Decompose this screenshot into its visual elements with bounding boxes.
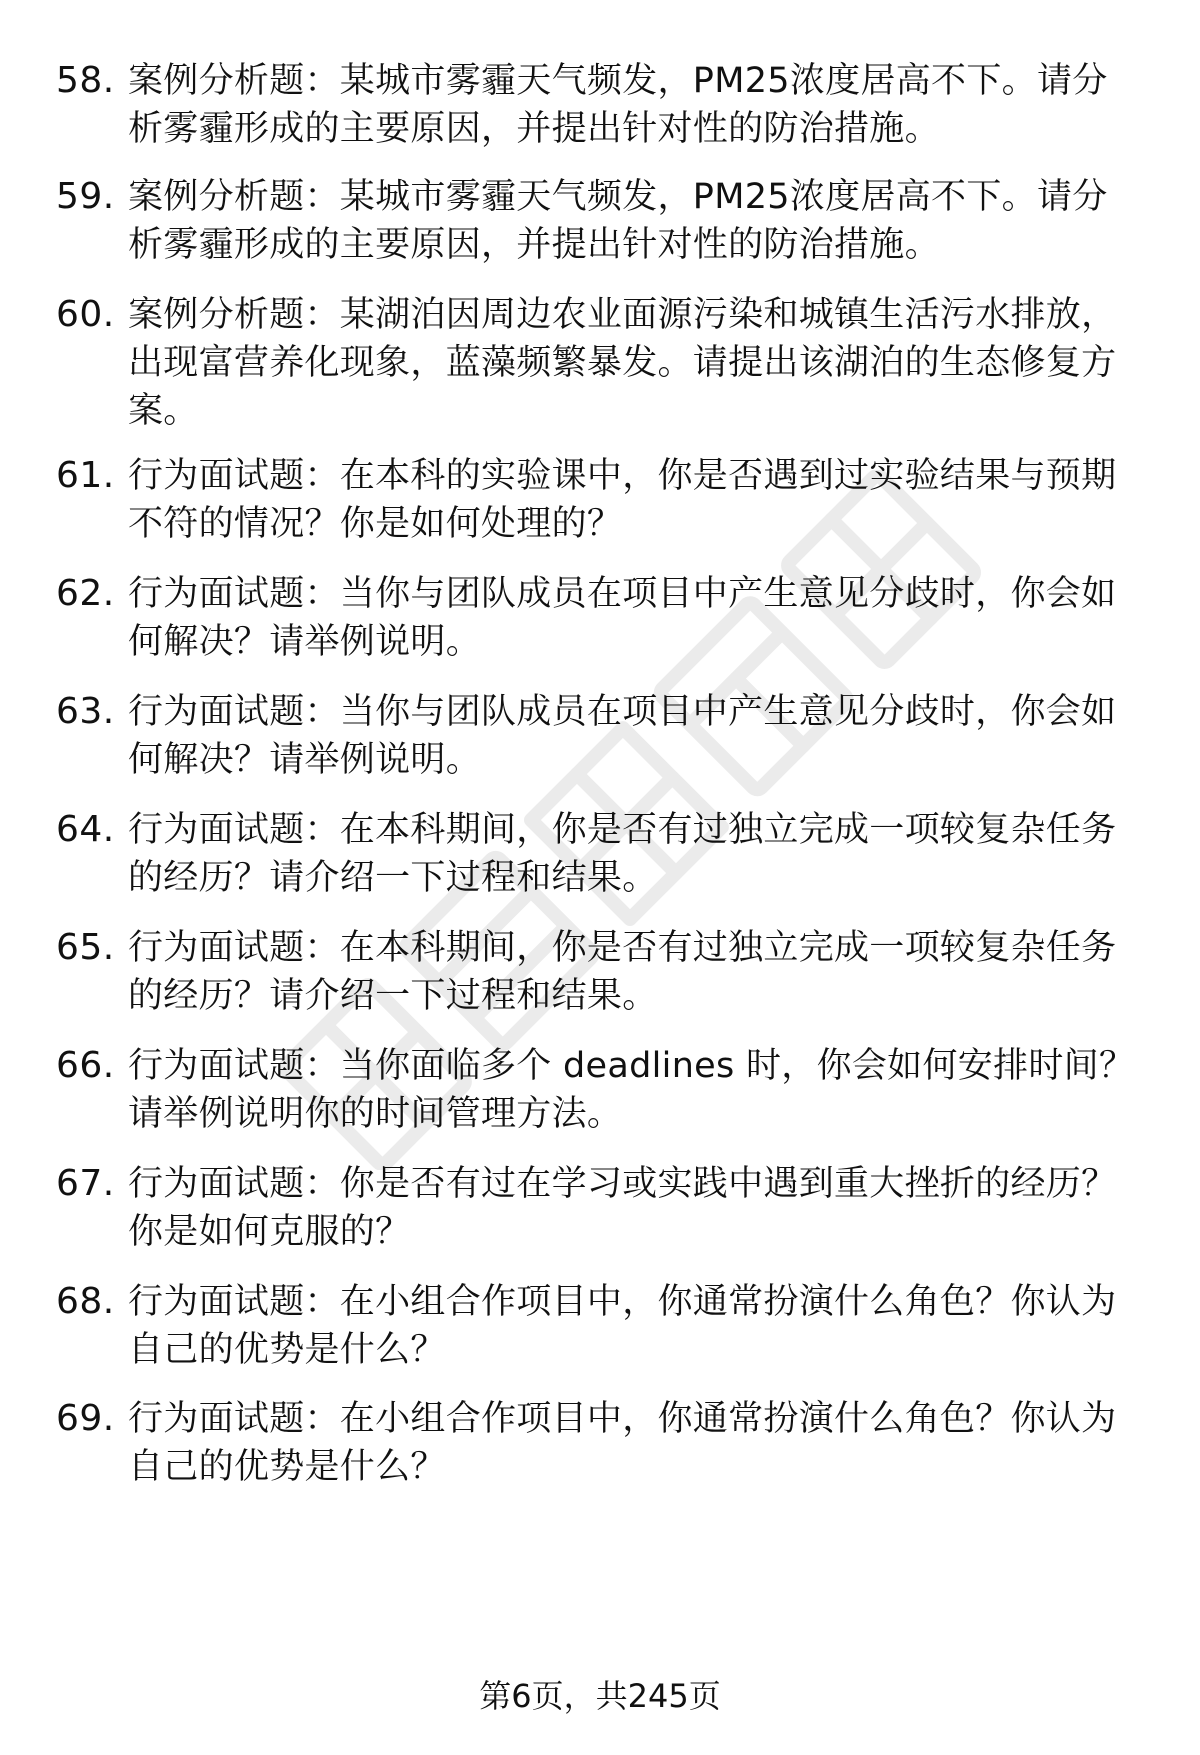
question-text: 行为面试题：当你与团队成员在项目中产生意见分歧时，你会如何解决？请举例说明。 (128, 574, 1117, 662)
question-text: 行为面试题：在本科期间，你是否有过独立完成一项较复杂任务的经历？请介绍一下过程和结果。 (128, 928, 1117, 1016)
question-text: 行为面试题：在本科期间，你是否有过独立完成一项较复杂任务的经历？请介绍一下过程和结果。 (128, 810, 1117, 898)
question-number: 64. (56, 809, 115, 850)
question-number: 59. (56, 176, 115, 217)
question-text: 行为面试题：你是否有过在学习或实践中遇到重大挫折的经历？你是如何克服的？ (128, 1164, 1117, 1252)
question-number: 67. (56, 1163, 115, 1204)
question-text: 行为面试题：当你与团队成员在项目中产生意见分歧时，你会如何解决？请举例说明。 (128, 692, 1117, 780)
question-number: 62. (56, 573, 115, 614)
question-number: 68. (56, 1281, 115, 1322)
question-number: 58. (56, 60, 115, 101)
question-text: 行为面试题：在小组合作项目中，你通常扮演什么角色？你认为自己的优势是什么？ (128, 1399, 1117, 1487)
question-text: 行为面试题：在小组合作项目中，你通常扮演什么角色？你认为自己的优势是什么？ (128, 1282, 1117, 1370)
question-number: 61. (56, 455, 115, 496)
question-number: 66. (56, 1045, 115, 1086)
question-number: 69. (56, 1398, 115, 1439)
question-text: 案例分析题：某湖泊因周边农业面源污染和城镇生活污水排放，出现富营养化现象，蓝藻频繁暴发。请提出该湖泊的生态修复方案。 (128, 295, 1117, 431)
question-number: 63. (56, 691, 115, 732)
question-number: 65. (56, 927, 115, 968)
question-text: 案例分析题：某城市雾霾天气频发，PM25浓度居高不下。请分析雾霾形成的主要原因，并提出针对性的防治措施。 (128, 177, 1108, 265)
question-text: 行为面试题：在本科的实验课中，你是否遇到过实验结果与预期不符的情况？你是如何处理的？ (128, 456, 1117, 544)
page-footer: 第6页，共245页 (479, 1677, 721, 1715)
question-text: 案例分析题：某城市雾霾天气频发，PM25浓度居高不下。请分析雾霾形成的主要原因，并提出针对性的防治措施。 (128, 61, 1108, 149)
question-number: 60. (56, 294, 115, 335)
question-text: 行为面试题：当你面临多个 deadlines 时，你会如何安排时间？请举例说明你的时间管理方法。 (128, 1046, 1135, 1134)
